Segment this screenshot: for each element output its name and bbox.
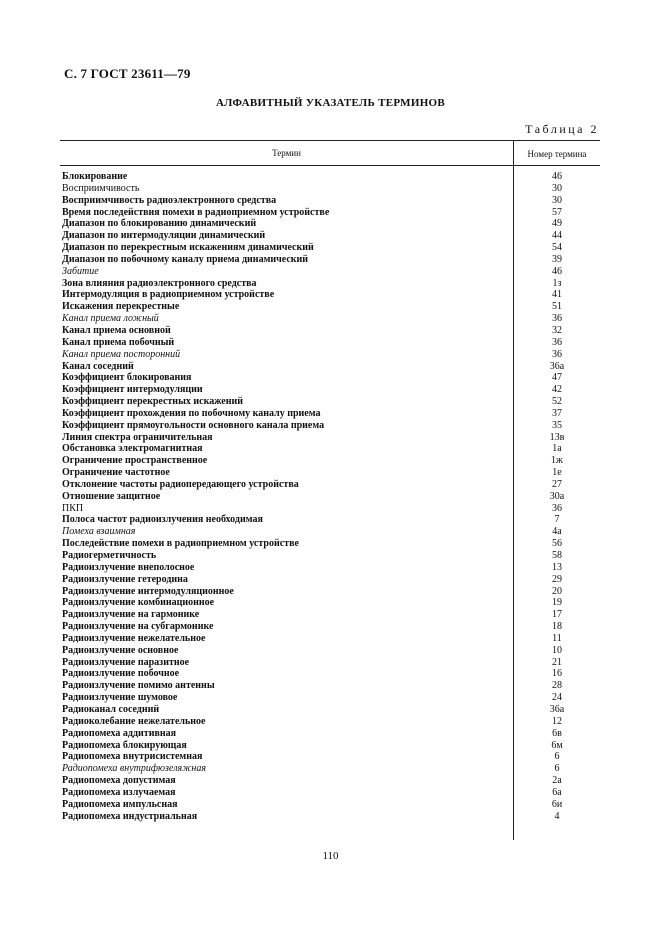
term-cell: Помеха взаимная bbox=[62, 526, 136, 538]
term-cell: Радиопомеха внутрисистемная bbox=[62, 751, 203, 763]
term-number-cell: 32 bbox=[552, 324, 562, 336]
term-cell: Канал приема ложный bbox=[62, 313, 159, 325]
term-number-cell: 46 bbox=[552, 171, 562, 182]
terms-table bbox=[60, 140, 600, 840]
table-row bbox=[60, 609, 600, 621]
table-row bbox=[60, 455, 600, 467]
table-row bbox=[60, 692, 600, 704]
term-cell: Радиоизлучение помимо антенны bbox=[62, 680, 215, 692]
table-row bbox=[60, 574, 600, 586]
term-number-cell: 4 bbox=[554, 810, 560, 822]
term-number-cell: 1а bbox=[552, 443, 562, 455]
term-number-cell: 13в bbox=[549, 431, 565, 443]
column-header-term: Термин bbox=[272, 148, 301, 158]
term-cell: Искажения перекрестные bbox=[62, 301, 180, 313]
term-cell: Радиоизлучение основное bbox=[62, 644, 179, 656]
table-row bbox=[60, 230, 600, 242]
page-header: С. 7 ГОСТ 23611—79 bbox=[64, 66, 191, 81]
table-header-rule bbox=[60, 165, 600, 166]
term-number-cell: 6а bbox=[552, 786, 562, 798]
table-row bbox=[60, 289, 600, 301]
table-row bbox=[60, 716, 600, 728]
table-row bbox=[60, 668, 600, 680]
term-number-cell: 1е bbox=[552, 467, 562, 479]
term-number-cell: 24 bbox=[552, 692, 562, 704]
term-number-cell: 2а bbox=[552, 775, 562, 787]
table-row bbox=[60, 325, 600, 337]
term-cell: Радиопомеха индустриальная bbox=[62, 810, 198, 822]
term-number-cell: 52 bbox=[552, 396, 562, 408]
term-number-cell: 4а bbox=[552, 526, 562, 538]
term-cell: Канал приема основной bbox=[62, 324, 171, 336]
term-cell: Диапазон по побочному каналу приема динамический bbox=[62, 253, 309, 265]
table-row bbox=[60, 597, 600, 609]
term-cell: Зона влияния радиоэлектронного средства bbox=[62, 277, 257, 289]
table-row bbox=[60, 562, 600, 574]
term-cell: Радиоизлучение паразитное bbox=[62, 656, 190, 668]
table-row bbox=[60, 432, 600, 444]
term-number-cell: 16 bbox=[552, 668, 562, 680]
table-row bbox=[60, 207, 600, 219]
term-number-cell: 19 bbox=[552, 597, 562, 609]
term-number-cell: 36а bbox=[549, 703, 565, 715]
table-row bbox=[60, 278, 600, 290]
term-number-cell: 10 bbox=[552, 644, 562, 656]
term-number-cell: 54 bbox=[552, 242, 562, 254]
term-number-cell: 49 bbox=[552, 218, 562, 230]
term-cell: Последействие помехи в радиоприемном устройстве bbox=[62, 538, 299, 550]
term-number-cell: 36а bbox=[549, 360, 565, 372]
column-header-number: Номер термина bbox=[527, 149, 587, 159]
table-row bbox=[60, 337, 600, 349]
term-number-cell: 44 bbox=[552, 230, 562, 242]
table-row bbox=[60, 266, 600, 278]
term-cell: Коэффициент перекрестных искажений bbox=[62, 396, 244, 408]
table-row bbox=[60, 811, 600, 823]
term-cell: Коэффициент прямоугольности основного канала приема bbox=[62, 419, 325, 431]
table-row bbox=[60, 443, 600, 455]
term-cell: Радиопомеха аддитивная bbox=[62, 727, 177, 739]
term-number-cell: 12 bbox=[552, 715, 562, 727]
term-number-cell: 7 bbox=[554, 514, 560, 526]
term-number-cell: 47 bbox=[552, 372, 562, 384]
term-number-cell: 37 bbox=[552, 407, 562, 419]
term-cell: Радиоизлучение интермодуляционное bbox=[62, 585, 234, 597]
table-row bbox=[60, 183, 600, 195]
table-row bbox=[60, 657, 600, 669]
term-cell: Радиоизлучение побочное bbox=[62, 668, 180, 680]
table-row bbox=[60, 633, 600, 645]
table-row bbox=[60, 396, 600, 408]
table-row bbox=[60, 526, 600, 538]
term-cell: Радиопомеха допустимая bbox=[62, 775, 176, 787]
term-cell: Отклонение частоты радиопередающего устройства bbox=[62, 478, 299, 490]
term-number-cell: 6в bbox=[552, 727, 562, 739]
term-cell: Радиоканал соседний bbox=[62, 703, 160, 715]
table-row bbox=[60, 218, 600, 230]
term-cell: Радиоизлучение нежелательное bbox=[62, 632, 206, 644]
table-row bbox=[60, 361, 600, 373]
table-top-rule bbox=[60, 140, 600, 141]
term-cell: Коэффициент блокирования bbox=[62, 372, 192, 384]
term-cell: Забитие bbox=[62, 265, 99, 277]
table-row bbox=[60, 195, 600, 207]
term-number-cell: 21 bbox=[552, 656, 562, 668]
term-number-cell: 30 bbox=[552, 182, 562, 194]
term-number-cell: 17 bbox=[552, 609, 562, 621]
term-number-cell: 46 bbox=[552, 265, 562, 277]
term-cell: Коэффициент интермодуляции bbox=[62, 384, 203, 396]
term-number-cell: 18 bbox=[552, 621, 562, 633]
term-number-cell: 30а bbox=[549, 490, 565, 502]
term-cell: Радиоизлучение гетеродина bbox=[62, 573, 188, 585]
table-row bbox=[60, 254, 600, 266]
term-number-cell: 20 bbox=[552, 585, 562, 597]
term-number-cell: 39 bbox=[552, 253, 562, 265]
term-number-cell: 36 bbox=[552, 348, 562, 360]
term-cell: Диапазон по перекрестным искажениям динамический bbox=[62, 242, 314, 254]
table-row bbox=[60, 787, 600, 799]
term-number-cell: 27 bbox=[552, 478, 562, 490]
table-row bbox=[60, 313, 600, 325]
table-row bbox=[60, 349, 600, 361]
table-row bbox=[60, 704, 600, 716]
term-number-cell: 36 bbox=[552, 336, 562, 348]
table-row bbox=[60, 550, 600, 562]
table-caption: Таблица 2 bbox=[525, 122, 599, 136]
table-row bbox=[60, 586, 600, 598]
page-number: 110 bbox=[322, 850, 339, 862]
term-cell: Коэффициент прохождения по побочному каналу приема bbox=[62, 407, 321, 419]
term-cell: Канал приема побочный bbox=[62, 336, 175, 348]
term-number-cell: 41 bbox=[552, 289, 562, 301]
term-cell: Диапазон по интермодуляции динамический bbox=[62, 230, 266, 242]
table-row bbox=[60, 242, 600, 254]
term-number-cell: 35 bbox=[552, 419, 562, 431]
term-cell: Восприимчивость bbox=[62, 182, 140, 194]
page-title: АЛФАВИТНЫЙ УКАЗАТЕЛЬ ТЕРМИНОВ bbox=[215, 97, 446, 109]
term-number-cell: 36 bbox=[552, 502, 562, 514]
term-cell: Блокирование bbox=[62, 171, 128, 182]
term-number-cell: 28 bbox=[552, 680, 562, 692]
term-cell: Время последействия помехи в радиоприемном устройстве bbox=[62, 206, 330, 218]
term-cell: Ограничение частотное bbox=[62, 467, 170, 479]
table-row bbox=[60, 728, 600, 740]
term-cell: Интермодуляция в радиоприемном устройстве bbox=[62, 289, 275, 301]
term-cell: Полоса частот радиоизлучения необходимая bbox=[62, 514, 263, 526]
term-cell: Радиопомеха излучаемая bbox=[62, 786, 176, 798]
term-cell: Радиопомеха блокирующая bbox=[62, 739, 187, 751]
term-cell: Радиопомеха импульсная bbox=[62, 798, 178, 810]
term-number-cell: 6и bbox=[551, 798, 563, 810]
table-row bbox=[60, 479, 600, 491]
table-row bbox=[60, 538, 600, 550]
term-number-cell: 36 bbox=[552, 313, 562, 325]
term-number-cell: 29 bbox=[552, 573, 562, 585]
term-number-cell: 6м bbox=[551, 739, 563, 751]
term-number-cell: 56 bbox=[552, 538, 562, 550]
table-row bbox=[60, 680, 600, 692]
term-number-cell: 58 bbox=[552, 550, 562, 561]
term-cell: Обстановка электромагнитная bbox=[62, 443, 203, 455]
term-cell: Радиоизлучение на гармонике bbox=[62, 609, 200, 621]
table-row bbox=[60, 621, 600, 633]
term-cell: Радиоколебание нежелательное bbox=[62, 715, 206, 727]
term-number-cell: 1ж bbox=[551, 455, 563, 467]
table-row bbox=[60, 740, 600, 752]
term-number-cell: 51 bbox=[552, 301, 562, 313]
term-cell: Радиоизлучение комбинационное bbox=[62, 597, 215, 609]
term-number-cell: 30 bbox=[552, 194, 562, 206]
term-cell: Радиоизлучение на субгармонике bbox=[62, 621, 214, 633]
term-number-cell: 6 bbox=[554, 751, 560, 763]
term-cell: ПКП bbox=[62, 502, 84, 514]
table-row bbox=[60, 763, 600, 775]
table-row bbox=[60, 301, 600, 313]
table-row bbox=[60, 408, 600, 420]
table-row bbox=[60, 372, 600, 384]
table-row bbox=[60, 503, 600, 515]
term-cell: Радиоизлучение внеполосное bbox=[62, 561, 195, 573]
table-row bbox=[60, 171, 600, 183]
table-row bbox=[60, 799, 600, 811]
term-number-cell: 42 bbox=[552, 384, 562, 396]
term-cell: Канал соседний bbox=[62, 360, 134, 372]
term-cell: Радиогерметичность bbox=[62, 550, 157, 561]
term-cell: Радиоизлучение шумовое bbox=[62, 692, 178, 704]
table-row bbox=[60, 420, 600, 432]
term-cell: Отношение защитное bbox=[62, 490, 161, 502]
table-body bbox=[60, 171, 600, 822]
term-number-cell: 1з bbox=[552, 277, 562, 289]
table-row bbox=[60, 491, 600, 503]
term-cell: Восприимчивость радиоэлектронного средства bbox=[62, 194, 277, 206]
table-row bbox=[60, 775, 600, 787]
term-number-cell: 11 bbox=[552, 632, 562, 644]
term-cell: Канал приема посторонний bbox=[62, 348, 181, 360]
table-row bbox=[60, 751, 600, 763]
term-cell: Линия спектра ограничительная bbox=[62, 431, 213, 443]
term-number-cell: 57 bbox=[552, 206, 562, 218]
table-row bbox=[60, 645, 600, 657]
term-number-cell: 13 bbox=[552, 561, 562, 573]
term-cell: Радиопомеха внутрифюзеляжная bbox=[62, 763, 207, 775]
term-cell: Ограничение пространственное bbox=[62, 455, 208, 467]
table-row bbox=[60, 514, 600, 526]
table-row bbox=[60, 467, 600, 479]
term-number-cell: 6 bbox=[554, 763, 560, 775]
term-cell: Диапазон по блокированию динамический bbox=[62, 218, 257, 230]
table-row bbox=[60, 384, 600, 396]
